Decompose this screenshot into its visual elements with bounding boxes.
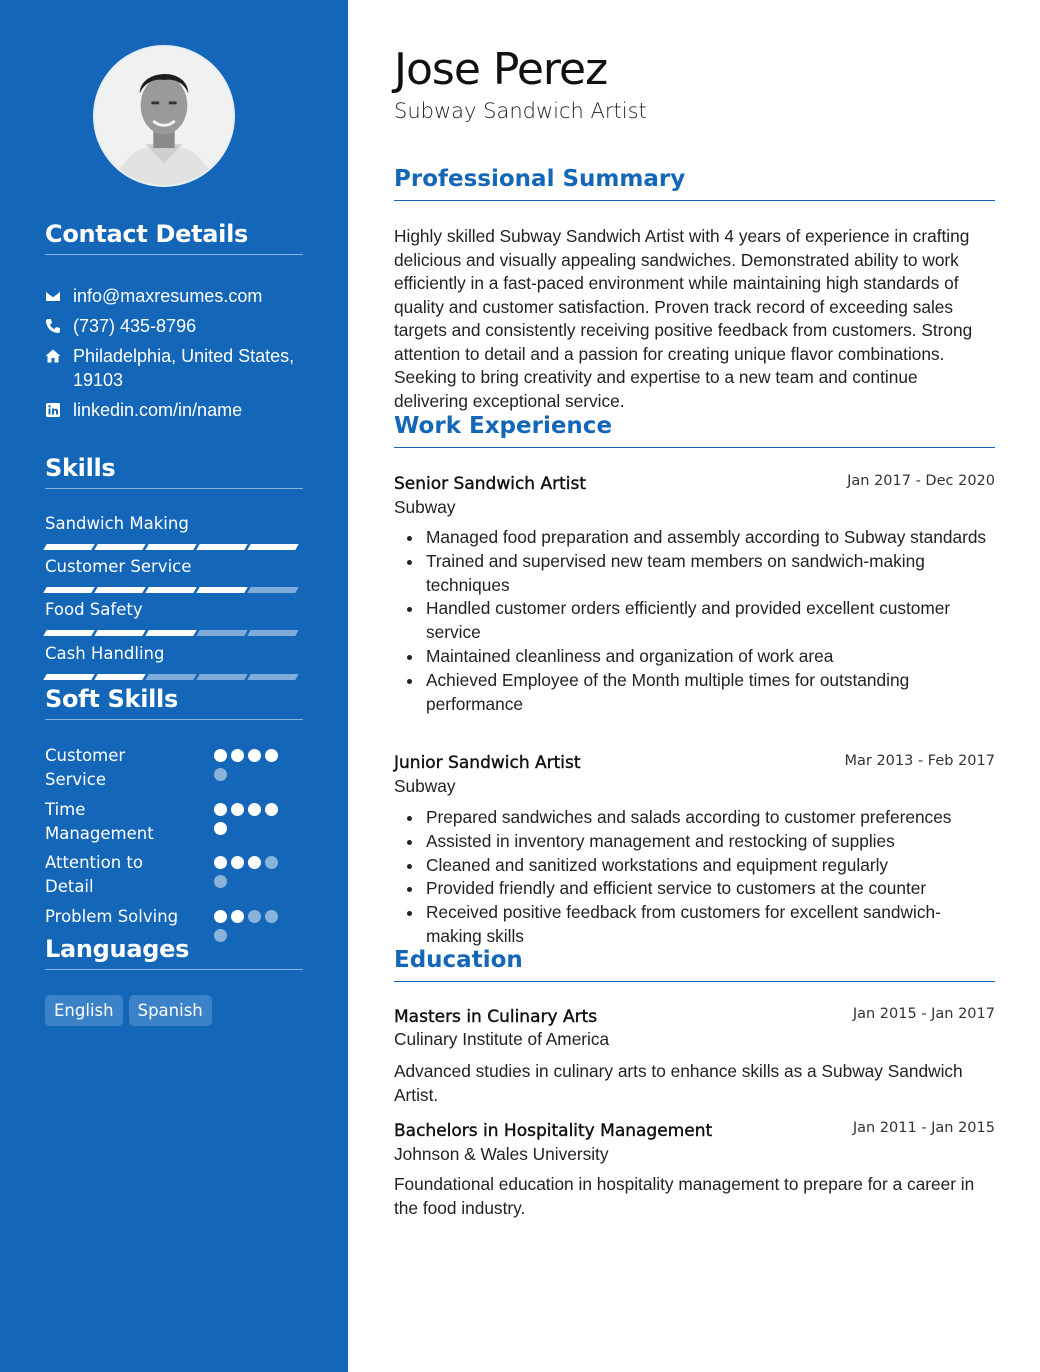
language-chip: Spanish xyxy=(129,995,212,1026)
candidate-title: Subway Sandwich Artist xyxy=(394,99,647,123)
skill-level-segment xyxy=(196,630,247,636)
skill-level-bar xyxy=(45,630,297,636)
contact-linkedin-text: linkedin.com/in/name xyxy=(73,400,243,420)
list-item: Trained and supervised new team members on sandwich-making techniques xyxy=(426,550,995,598)
job-company: Subway xyxy=(394,776,456,796)
education-heading: Education xyxy=(394,947,995,982)
rating-dot xyxy=(214,749,227,762)
experience-heading: Work Experience xyxy=(394,413,995,448)
rating-dot xyxy=(214,910,227,923)
soft-skills-heading: Soft Skills xyxy=(45,685,303,720)
skill-label: Customer Service xyxy=(45,557,192,576)
rating-dot xyxy=(265,749,278,762)
languages-heading: Languages xyxy=(45,935,303,970)
skill-level-segment xyxy=(196,587,247,593)
skill-level-bar xyxy=(45,587,297,593)
rating-dot xyxy=(248,856,261,869)
skill-level-segment xyxy=(43,544,94,550)
list-item: Prepared sandwiches and salads according to customer preferences xyxy=(426,806,995,830)
soft-skill-label: Customer Service xyxy=(45,746,126,789)
rating-dot xyxy=(214,768,227,781)
linkedin-icon xyxy=(45,398,73,422)
skill-level-segment xyxy=(145,674,196,680)
contact-linkedin[interactable] xyxy=(45,398,303,422)
list-item: Received positive feedback from customers for excellent sandwich-making skills xyxy=(426,901,995,949)
skill-item xyxy=(45,599,303,621)
job-dates: Mar 2013 - Feb 2017 xyxy=(844,753,995,769)
rating-dot xyxy=(214,822,227,835)
skill-level-segment xyxy=(145,630,196,636)
list-item: Provided friendly and efficient service to customers at the counter xyxy=(426,877,995,901)
skill-level-segment xyxy=(94,630,145,636)
job-title: Junior Sandwich Artist xyxy=(394,753,581,773)
rating-dot xyxy=(248,803,261,816)
skills-heading: Skills xyxy=(45,454,303,489)
skill-level-segment xyxy=(43,630,94,636)
skill-label: Food Safety xyxy=(45,600,143,619)
rating-dot xyxy=(265,856,278,869)
contact-heading: Contact Details xyxy=(45,220,303,255)
education-dates: Jan 2015 - Jan 2017 xyxy=(852,1006,995,1022)
contact-email-text: info@maxresumes.com xyxy=(73,286,263,306)
skill-level-segment xyxy=(94,544,145,550)
education-description: Foundational education in hospitality management to prepare for a career in the food industry. xyxy=(394,1174,975,1218)
soft-skill-label: Time Management xyxy=(45,800,154,843)
skill-item xyxy=(45,513,303,535)
skill-label: Cash Handling xyxy=(45,644,165,663)
skill-level-segment xyxy=(145,587,196,593)
home-icon xyxy=(45,344,73,368)
skill-level-segment xyxy=(196,544,247,550)
rating-dot xyxy=(231,803,244,816)
list-item: Achieved Employee of the Month multiple times for outstanding performance xyxy=(426,669,995,717)
job-bullets xyxy=(426,806,995,949)
job-bullets xyxy=(426,526,995,716)
skill-level-segment xyxy=(94,587,145,593)
list-item: Maintained cleanliness and organization of work area xyxy=(426,645,995,669)
skill-level-segment xyxy=(247,630,298,636)
rating-dot xyxy=(265,910,278,923)
skill-level-segment xyxy=(145,544,196,550)
contact-email[interactable] xyxy=(45,284,303,308)
school-name: Johnson & Wales University xyxy=(394,1144,609,1164)
skill-level-bar xyxy=(45,544,297,550)
school-name: Culinary Institute of America xyxy=(394,1029,610,1049)
rating-dot xyxy=(231,910,244,923)
avatar xyxy=(95,47,233,185)
skill-item xyxy=(45,556,303,578)
candidate-name: Jose Perez xyxy=(394,44,608,95)
education-dates: Jan 2011 - Jan 2015 xyxy=(852,1120,995,1136)
rating-dot xyxy=(214,856,227,869)
summary-text: Highly skilled Subway Sandwich Artist with 4 years of experience in crafting delicious and visually appealing sandwiches. Demonstrated ability to work efficiently in a fast-paced environment while maintaining high standards of quality and customer satisfaction. Proven track record of exceeding sales targets and consistently receiving positive feedback from customers. Strong attention to detail and a passion for creating unique flavor combinations. Seeking to bring creativity and expertise to a new team and continue delivering exceptional service. xyxy=(394,226,973,411)
soft-skill-rating xyxy=(214,749,294,781)
skill-level-segment xyxy=(43,587,94,593)
language-chip: English xyxy=(45,995,123,1026)
rating-dot xyxy=(265,803,278,816)
degree-title: Bachelors in Hospitality Management xyxy=(394,1121,713,1141)
skill-level-segment xyxy=(247,674,298,680)
skill-item xyxy=(45,643,303,665)
list-item: Cleaned and sanitized workstations and equipment regularly xyxy=(426,854,995,878)
soft-skill-label: Problem Solving xyxy=(45,907,179,926)
rating-dot xyxy=(231,856,244,869)
contact-location xyxy=(45,344,303,392)
soft-skill-label: Attention to Detail xyxy=(45,853,143,896)
job-dates: Jan 2017 - Dec 2020 xyxy=(847,473,995,489)
contact-phone[interactable] xyxy=(45,314,303,338)
rating-dot xyxy=(214,875,227,888)
education-description: Advanced studies in culinary arts to enhance skills as a Subway Sandwich Artist. xyxy=(394,1061,963,1105)
list-item: Assisted in inventory management and restocking of supplies xyxy=(426,830,995,854)
rating-dot xyxy=(214,803,227,816)
list-item: Handled customer orders efficiently and provided excellent customer service xyxy=(426,597,995,645)
languages-list xyxy=(45,995,212,1026)
sidebar xyxy=(0,0,348,1372)
skill-level-segment xyxy=(247,544,298,550)
job-company: Subway xyxy=(394,497,456,517)
skill-level-segment xyxy=(247,587,298,593)
phone-icon xyxy=(45,314,73,338)
envelope-icon xyxy=(45,284,73,308)
job-title: Senior Sandwich Artist xyxy=(394,474,586,494)
summary-heading: Professional Summary xyxy=(394,166,995,201)
soft-skill-rating xyxy=(214,803,294,835)
skill-label: Sandwich Making xyxy=(45,514,189,533)
skill-level-segment xyxy=(43,674,94,680)
list-item: Managed food preparation and assembly according to Subway standards xyxy=(426,526,995,550)
rating-dot xyxy=(248,910,261,923)
rating-dot xyxy=(248,749,261,762)
degree-title: Masters in Culinary Arts xyxy=(394,1007,598,1027)
soft-skill-rating xyxy=(214,856,294,888)
rating-dot xyxy=(231,749,244,762)
contact-location-text: Philadelphia, United States, 19103 xyxy=(73,346,295,390)
skill-level-bar xyxy=(45,674,297,680)
contact-phone-text: (737) 435-8796 xyxy=(73,316,197,336)
skill-level-segment xyxy=(196,674,247,680)
profile-photo xyxy=(93,45,235,187)
skill-level-segment xyxy=(94,674,145,680)
